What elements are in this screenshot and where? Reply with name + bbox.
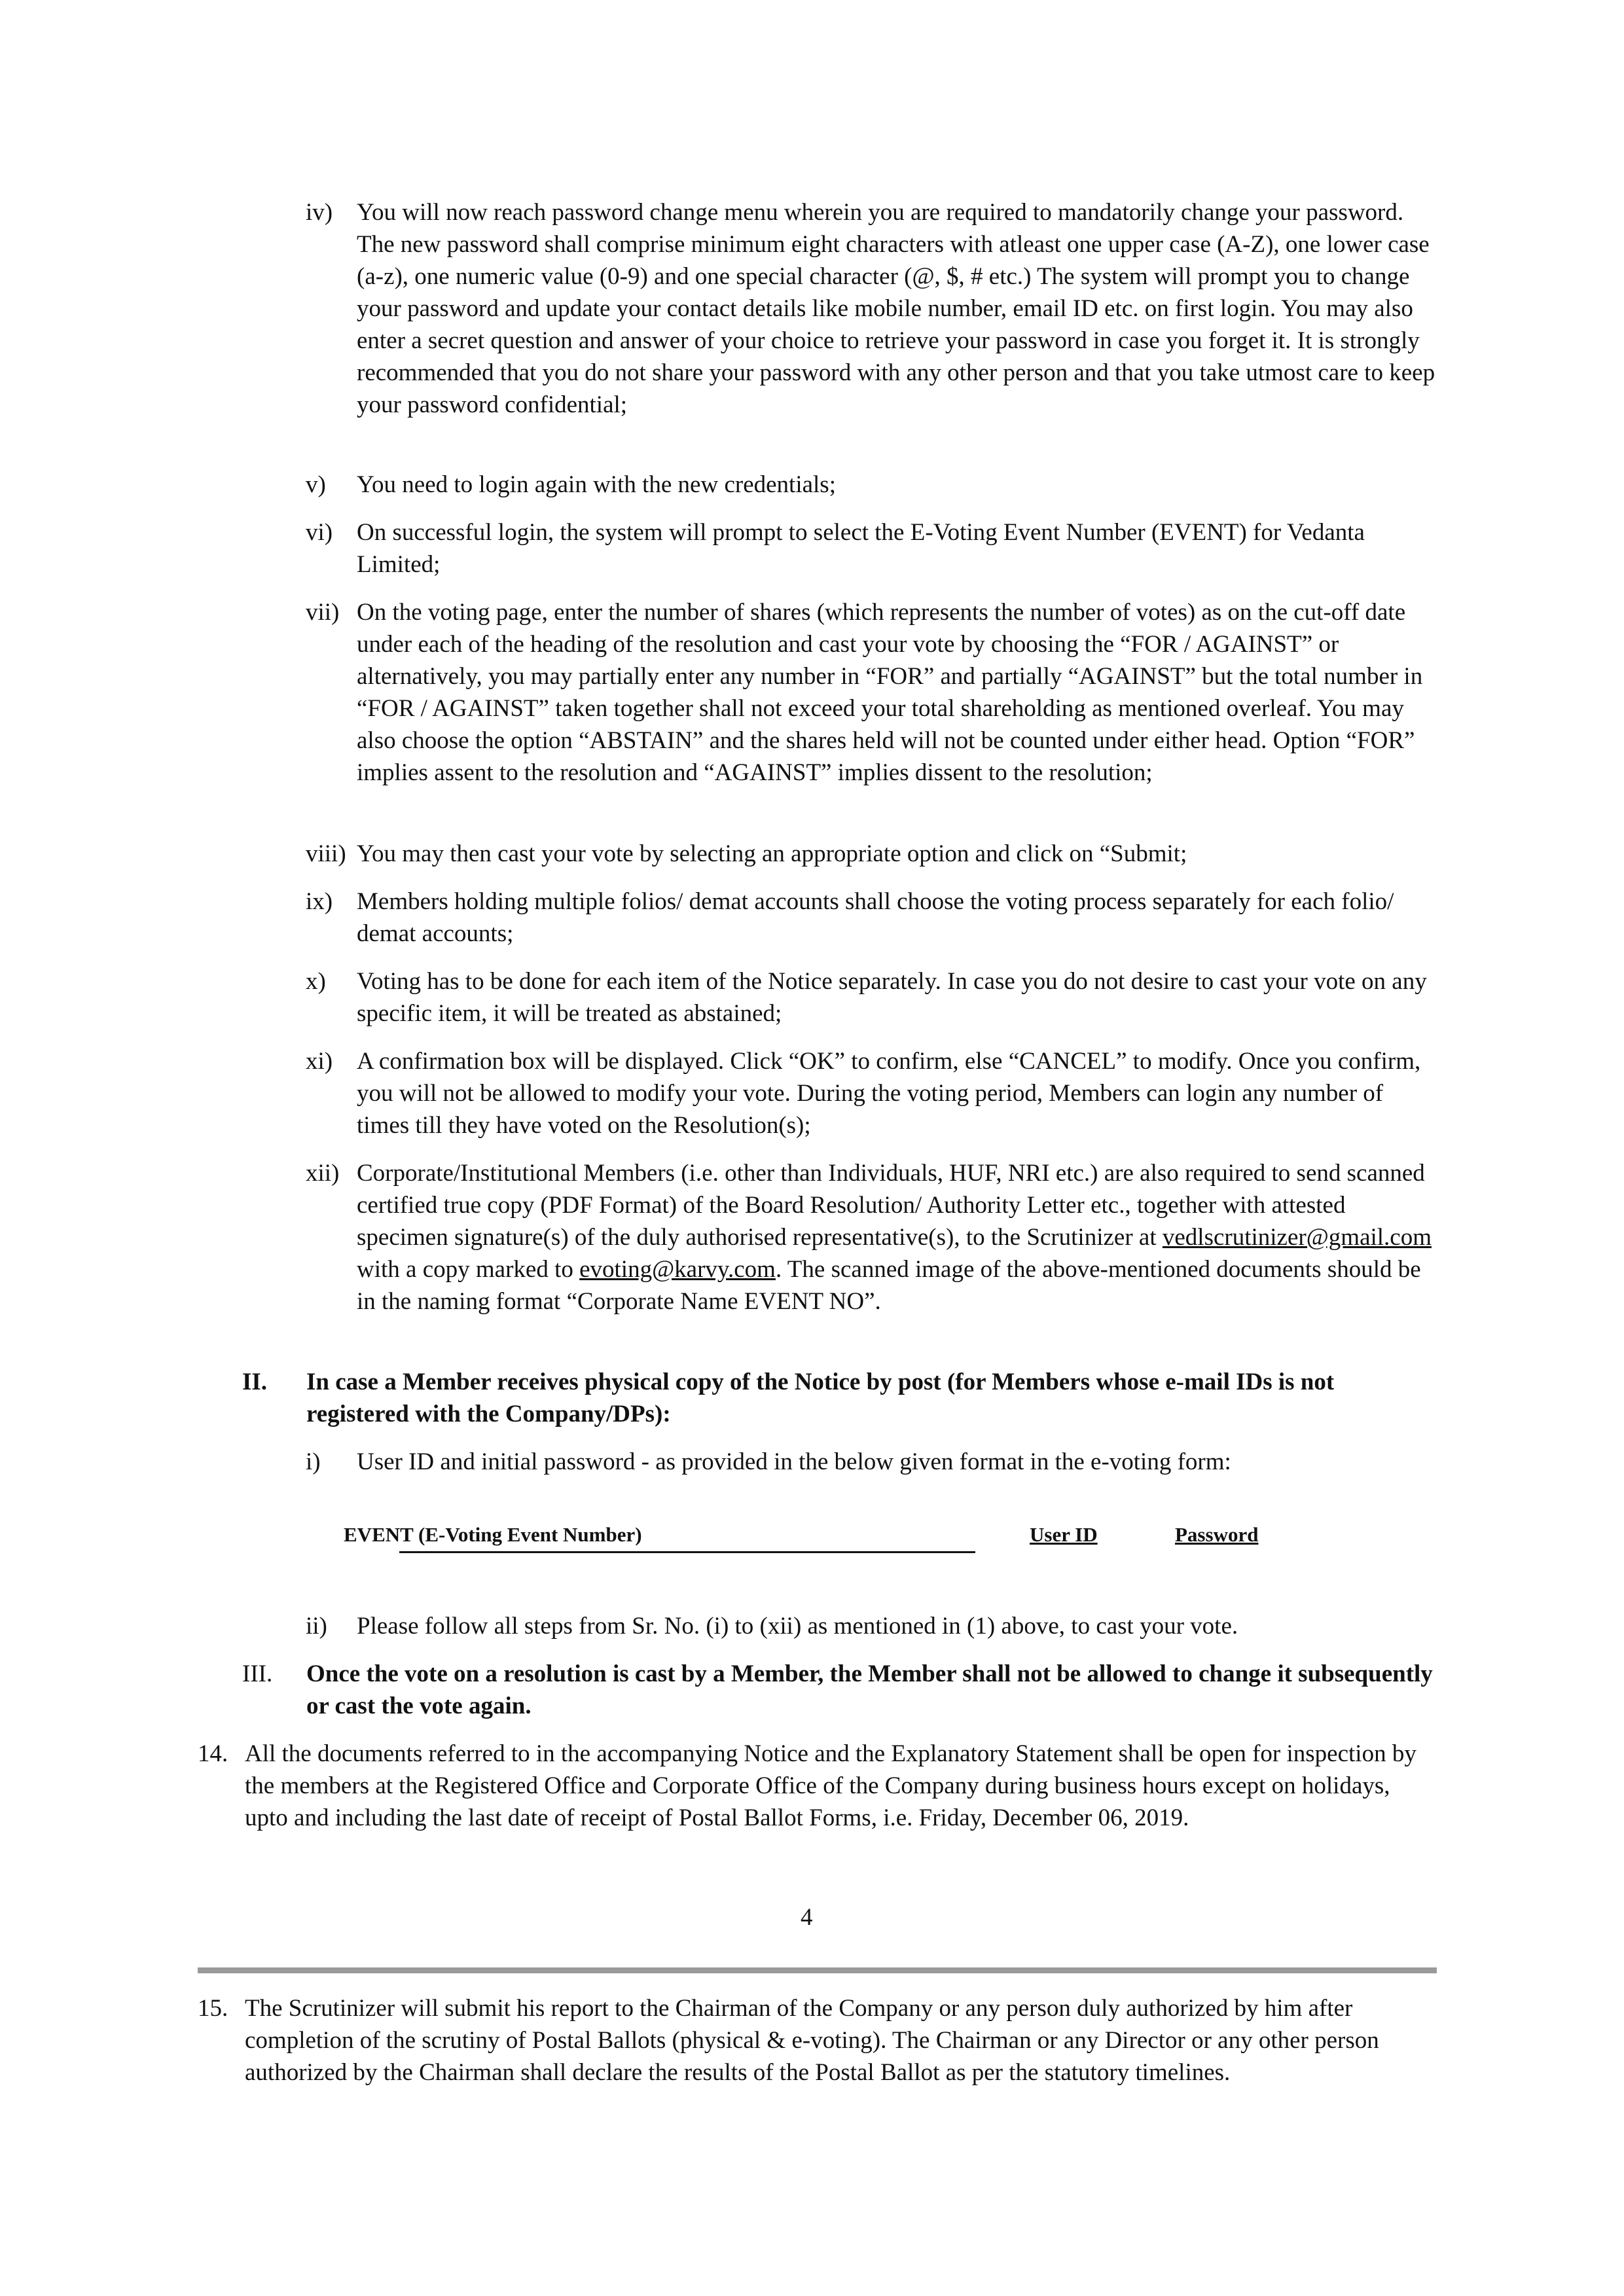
- user-id-header: User ID: [1030, 1523, 1098, 1546]
- step-number: ii): [306, 1613, 327, 1640]
- password-header: Password: [1175, 1523, 1259, 1546]
- step-text: You may then cast your vote by selecting an appropriate option and click on “Submit;: [357, 840, 1187, 867]
- event-number-header: EVENT (E-Voting Event Number): [344, 1523, 642, 1546]
- step-text-part: Corporate/Institutional Members (i.e. other than Individuals, HUF, NRI etc.) are also required to send scanned certified true copy (PDF Format) of the Board Resolution/ Authority Letter etc., together with attested specimen signature(s) of the duly authorised representative(s), to the Scrutinizer at: [357, 1160, 1425, 1251]
- paragraph-text: All the documents referred to in the accompanying Notice and the Explanatory Statement shall be open for inspection by the members at the Registered Office and Corporate Office of the Company during business hours except on holidays, upto and including the last date of receipt of Postal Ballot Forms, i.e. Friday, December 06, 2019.: [245, 1740, 1416, 1831]
- page-divider: [198, 1967, 1437, 1973]
- step-text: You need to login again with the new credentials;: [357, 471, 836, 498]
- paragraph-text: The Scrutinizer will submit his report to the Chairman of the Company or any person duly authorized by him after completion of the scrutiny of Postal Ballots (physical & e-voting). The Chairman or any Director or any other person authorized by the Chairman shall declare the results of the Postal Ballot as per the statutory timelines.: [245, 1995, 1379, 2086]
- step-text: On successful login, the system will prompt to select the E-Voting Event Number (EVENT) for Vedanta Limited;: [357, 519, 1365, 578]
- step-number: vii): [306, 599, 340, 626]
- page-number: 4: [801, 1904, 813, 1931]
- step-text: A confirmation box will be displayed. Click “OK” to confirm, else “CANCEL” to modify. Once you confirm, you will not be allowed to modify your vote. During the voting period, Members can login any number of times till they have voted on the Resolution(s);: [357, 1048, 1421, 1139]
- step-number: v): [306, 471, 326, 498]
- step-number: xi): [306, 1048, 333, 1075]
- step-text: [357, 1157, 1437, 1318]
- step-number: iv): [306, 199, 333, 226]
- scrutinizer-email-link[interactable]: vedlscrutinizer@gmail.com: [1162, 1224, 1432, 1251]
- event-header-underline: [399, 1551, 975, 1553]
- paragraph-number: 14.: [198, 1740, 228, 1767]
- section-number: II.: [242, 1369, 268, 1395]
- evoting-email-link[interactable]: evoting@karvy.com: [579, 1256, 776, 1283]
- step-number: xii): [306, 1160, 340, 1187]
- step-text: Please follow all steps from Sr. No. (i) to (xii) as mentioned in (1) above, to cast your vote.: [357, 1613, 1238, 1640]
- step-number: vi): [306, 519, 333, 546]
- step-number: x): [306, 968, 326, 995]
- step-text-part: . The scanned image of the above-mentioned documents should be in the naming format “Corporate Name EVENT NO”.: [357, 1256, 1421, 1315]
- step-text: You will now reach password change menu wherein you are required to mandatorily change your password. The new password shall comprise minimum eight characters with atleast one upper case (A-Z), one lower case (a-z), one numeric value (0-9) and one special character (@, $, # etc.) The system will prompt you to change your password and update your contact details like mobile number, email ID etc. on first login. You may also enter a secret question and answer of your choice to retrieve your password in case you forget it. It is strongly recommended that you do not share your password with any other person and that you take utmost care to keep your password confidential;: [357, 199, 1435, 418]
- step-text: Voting has to be done for each item of the Notice separately. In case you do not desire to cast your vote on any specific item, it will be treated as abstained;: [357, 968, 1427, 1027]
- step-text: On the voting page, enter the number of shares (which represents the number of votes) as on the cut-off date under each of the heading of the resolution and cast your vote by choosing the “FOR / AGAINST” or alternatively, you may partially enter any number in “FOR” and partially “AGAINST” but the total number in “FOR / AGAINST” taken together shall not exceed your total shareholding as mentioned overleaf. You may also choose the option “ABSTAIN” and the shares held will not be counted under either head. Option “FOR” implies assent to the resolution and “AGAINST” implies dissent to the resolution;: [357, 599, 1423, 786]
- step-text-part: with a copy marked to: [357, 1256, 580, 1283]
- step-number: ix): [306, 888, 333, 915]
- section-number: III.: [242, 1660, 273, 1687]
- step-number: viii): [306, 840, 346, 867]
- paragraph-number: 15.: [198, 1995, 228, 2022]
- step-text: Members holding multiple folios/ demat accounts shall choose the voting process separately for each folio/ demat accounts;: [357, 888, 1394, 947]
- section-heading: In case a Member receives physical copy of the Notice by post (for Members whose e-mail IDs is not registered with the Company/DPs):: [306, 1369, 1335, 1427]
- step-number: i): [306, 1448, 321, 1475]
- section-heading: Once the vote on a resolution is cast by a Member, the Member shall not be allowed to change it subsequently or cast the vote again.: [306, 1660, 1433, 1719]
- step-text: User ID and initial password - as provided in the below given format in the e-voting form:: [357, 1448, 1231, 1475]
